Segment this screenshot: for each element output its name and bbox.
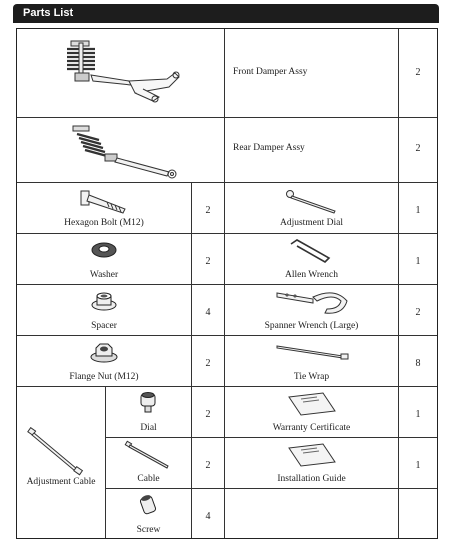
front-damper-name-cell (225, 29, 398, 117)
flange-nut-cell (17, 336, 191, 386)
spacer-qty: 4 (205, 307, 211, 318)
hex-bolt-cell (17, 183, 191, 233)
cable-illustration (124, 440, 174, 470)
rear-damper-name-cell (225, 118, 398, 182)
tie-wrap-cell (225, 336, 398, 386)
rear-damper-label: Rear Damper Assy (233, 143, 305, 153)
dial-illustration (136, 391, 160, 415)
screw-cell (106, 489, 191, 538)
screw-qty: 4 (205, 511, 211, 522)
adj-cable-cell (17, 387, 105, 538)
rear-damper-image-cell (17, 118, 224, 182)
adj-dial-illustration (285, 189, 341, 215)
rear-damper-illustration (65, 120, 185, 180)
front-damper-qty: 2 (415, 67, 421, 78)
screw-illustration (138, 493, 158, 517)
hex-bolt-illustration (79, 187, 129, 215)
cable-label: Cable (137, 474, 160, 484)
install-guide-cell (225, 438, 398, 488)
allen-wrench-qty: 1 (415, 256, 421, 267)
rear-damper-qty: 2 (415, 143, 421, 154)
spacer-label: Spacer (91, 321, 117, 331)
allen-wrench-illustration (287, 238, 333, 264)
tie-wrap-qty: 8 (415, 358, 421, 369)
tie-wrap-label: Tie Wrap (293, 372, 330, 382)
warranty-cell (225, 387, 398, 437)
parts-table (16, 28, 438, 539)
allen-wrench-cell (225, 234, 398, 284)
spanner-wrench-label: Spanner Wrench (Large) (264, 321, 359, 331)
warranty-qty: 1 (415, 409, 421, 420)
flange-nut-qty: 2 (205, 358, 211, 369)
adj-dial-label: Adjustment Dial (279, 218, 344, 228)
install-guide-label: Installation Guide (277, 474, 346, 484)
spanner-wrench-qty: 2 (415, 307, 421, 318)
install-guide-qty: 1 (415, 460, 421, 471)
dial-cell (106, 387, 191, 437)
dial-label: Dial (140, 423, 157, 433)
warranty-certificate-illustration (287, 391, 337, 417)
spacer-illustration (89, 289, 119, 313)
allen-wrench-label: Allen Wrench (285, 270, 338, 280)
front-damper-image-cell (17, 29, 224, 117)
washer-cell (17, 234, 191, 284)
spanner-wrench-cell (225, 285, 398, 335)
front-damper-illustration (57, 35, 187, 105)
adj-dial-qty: 1 (415, 205, 421, 216)
installation-guide-illustration (287, 442, 337, 468)
adj-cable-label: Adjustment Cable (26, 477, 96, 487)
dial-qty: 2 (205, 409, 211, 420)
flange-nut-illustration (89, 340, 119, 364)
adj-dial-cell (225, 183, 398, 233)
cable-qty: 2 (205, 460, 211, 471)
warranty-label: Warranty Certificate (272, 423, 351, 433)
hex-bolt-label: Hexagon Bolt (M12) (64, 218, 144, 228)
washer-illustration (89, 240, 119, 260)
screw-label: Screw (136, 525, 161, 535)
spacer-cell (17, 285, 191, 335)
hex-bolt-qty: 2 (205, 205, 211, 216)
flange-nut-label: Flange Nut (M12) (69, 372, 139, 382)
page-title: Parts List (23, 7, 74, 19)
adj-cable-illustration (27, 427, 87, 477)
tie-wrap-illustration (273, 342, 353, 362)
parts-list-header (13, 4, 439, 23)
washer-label: Washer (89, 270, 119, 280)
spanner-wrench-illustration (273, 287, 353, 317)
cable-cell (106, 438, 191, 488)
front-damper-label: Front Damper Assy (233, 67, 308, 77)
washer-qty: 2 (205, 256, 211, 267)
